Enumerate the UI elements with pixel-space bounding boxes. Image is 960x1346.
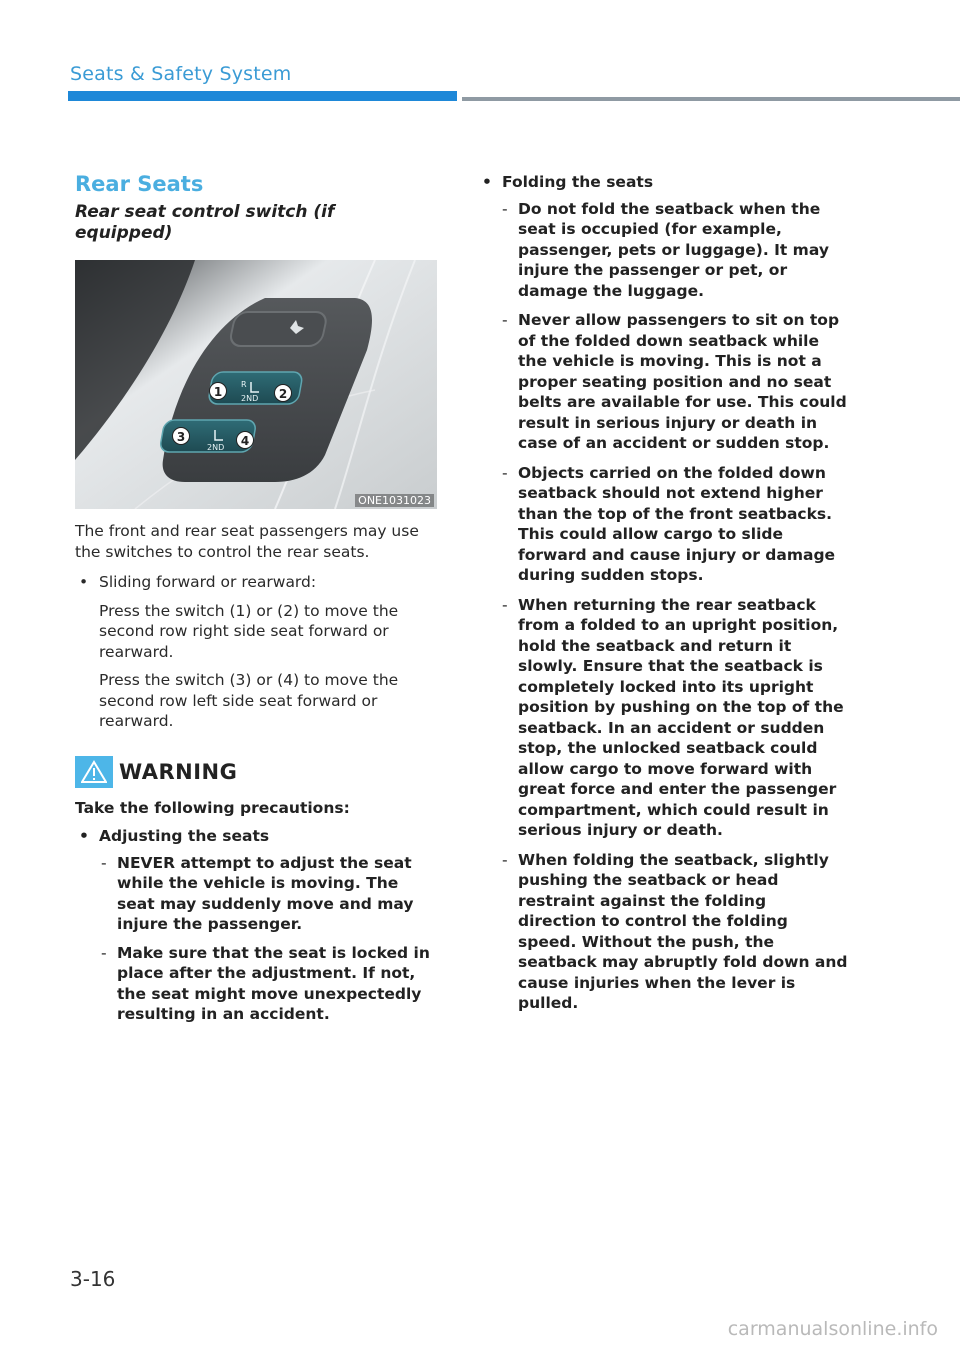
section-subtitle: Rear seat control switch (if equipped) (75, 202, 335, 243)
adjusting-item-text: NEVER attempt to adjust the seat while the vehicle is moving. The seat may suddenly move and may injure the passenger. (117, 853, 414, 933)
folding-item-1 (478, 199, 848, 302)
folding-item-5 (478, 850, 848, 1014)
dash-mark: - (502, 311, 508, 329)
sliding-text-left: Press the switch (3) or (4) to move the second row left side seat forward or rearward. (99, 671, 399, 730)
adjusting-item-2 (75, 943, 437, 1025)
warning-triangle-icon (75, 756, 113, 788)
left-column (75, 172, 437, 1033)
dash-mark: - (502, 595, 508, 614)
folding-item-4 (478, 595, 848, 841)
adjusting-bullet (75, 826, 437, 847)
bullet-dot: • (482, 173, 492, 191)
folding-item-3 (478, 463, 848, 586)
callout-4: 4 (240, 434, 250, 448)
right-column (478, 172, 848, 1023)
folding-item-text: Never allow passengers to sit on top of the folded down seatback while the vehicle is moving. This is not a proper seating position and no seat belts are available for use. This could result in serious injury or death in case of an accident or sudden stop. (518, 311, 847, 452)
folding-item-text: Objects carried on the folded down seatback should not extend higher than the top of the front seatbacks. This could allow cargo to slide forward and cause injury or damage during sudden stops. (518, 463, 836, 584)
intro-paragraph: The front and rear seat passengers may use the switches to control the rear seats. (75, 522, 419, 561)
sliding-label: Sliding forward or rearward: (99, 573, 317, 591)
warning-intro: Take the following precautions: (75, 798, 350, 817)
figure-code: ONE1031023 (355, 494, 434, 507)
warning-label: WARNING (119, 759, 238, 784)
folding-item-text: When returning the rear seatback from a folded to an upright position, hold the seatback and return it slowly. Ensure that the seatback is completely locked into its upright position by pushing on the top of the seatback. In an accident or sudden stop, the unlocked seatback could allow cargo to move forward with great force and enter the passenger compartment, which could result in serious injury or death. (518, 595, 844, 839)
warning-header (75, 756, 437, 788)
watermark-link[interactable]: carmanualsonline.info (727, 1318, 938, 1340)
sliding-bullet (75, 572, 437, 593)
adjusting-item-1 (75, 853, 437, 935)
switch-label-2nd-upper: 2ND (241, 394, 259, 403)
folding-bullet (478, 172, 848, 193)
bullet-dot: • (79, 827, 89, 845)
callout-2: 2 (278, 387, 288, 401)
dash-mark: - (101, 853, 107, 872)
folding-label: Folding the seats (502, 173, 654, 191)
adjusting-label: Adjusting the seats (99, 827, 270, 845)
page-number: 3-16 (70, 1267, 116, 1291)
switch-label-r: R (241, 380, 247, 389)
dash-mark: - (502, 850, 508, 869)
dash-mark: - (101, 943, 107, 962)
callout-1: 1 (213, 385, 223, 399)
dash-mark: - (502, 463, 508, 482)
header-rule-blue (68, 91, 457, 101)
rear-seat-switch-figure (75, 260, 437, 509)
adjusting-item-text: Make sure that the seat is locked in place after the adjustment. If not, the seat might move unexpectedly resulting in an accident. (117, 943, 430, 1023)
switch-label-2nd-lower: 2ND (207, 443, 225, 452)
folding-item-2 (478, 310, 848, 454)
sliding-text-right: Press the switch (1) or (2) to move the second row right side seat forward or rearward. (99, 601, 399, 661)
folding-item-text: Do not fold the seatback when the seat is occupied (for example, passenger, pets or luggage). It may injure the passenger or pet, or damage the luggage. (518, 199, 829, 300)
folding-item-text: When folding the seatback, slightly pushing the seatback or head restraint against the folding direction to control the folding speed. Without the push, the seatback may abruptly fold down and cause injuries when the lever is pulled. (518, 850, 848, 1012)
section-title: Rear Seats (75, 172, 204, 196)
page-header-title: Seats & Safety System (70, 63, 292, 85)
rear-seat-switch-illustration (75, 260, 437, 509)
callout-3: 3 (176, 430, 186, 444)
bullet-dot: • (79, 573, 89, 591)
dash-mark: - (502, 199, 508, 218)
header-rule-gray (462, 97, 960, 101)
